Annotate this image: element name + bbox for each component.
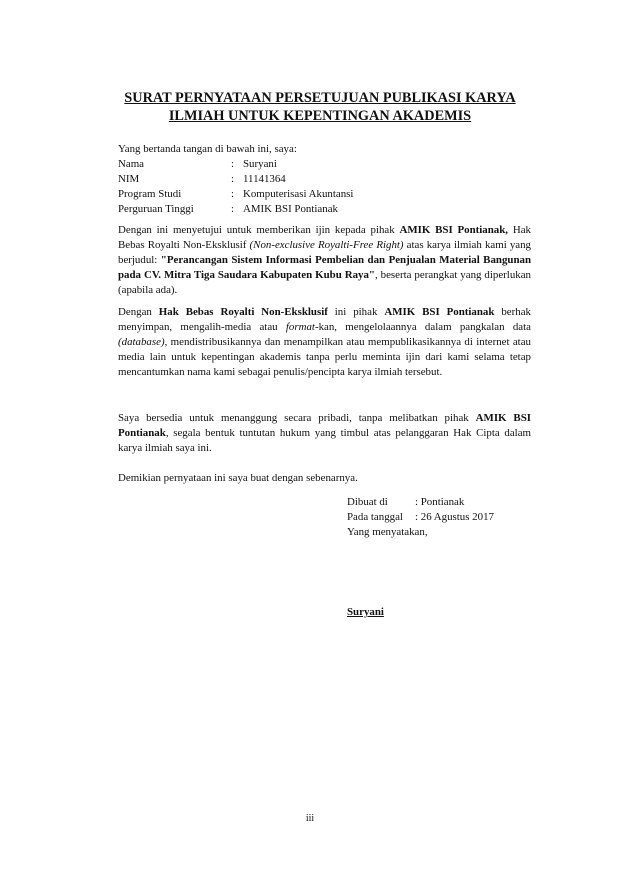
- title-line-1: SURAT PERNYATAAN PERSETUJUAN PUBLIKASI KARYA: [124, 90, 516, 106]
- identity-value: AMIK BSI Pontianak: [243, 203, 338, 215]
- identity-separator: :: [231, 203, 235, 215]
- identity-label: NIM: [118, 173, 140, 185]
- intro-text: Yang bertanda tangan di bawah ini, saya:: [118, 143, 297, 155]
- paragraph-consent: Dengan ini menyetujui untuk memberikan ijin kepada pihak AMIK BSI Pontianak, Hak Bebas Royalti Non-Eksklusif (Non-exclusive Royalti-Free Right) atas karya ilmiah kami yang berjudul: "Perancangan Sistem Informasi Pembelian dan Penjualan Material Bangunan pada CV. Mitra Tiga Saudara Kabupaten Kubu Raya", beserta perangkat yang diperlukan (apabila ada).: [118, 224, 532, 296]
- identity-row-nim: [118, 172, 353, 187]
- identity-value: Suryani: [243, 158, 277, 170]
- paragraph-rights: Dengan Hak Bebas Royalti Non-Eksklusif ini pihak AMIK BSI Pontianak berhak menyimpan, mengalih-media atau format-kan, mengelolaannya dalam pangkalan data (database), mendistribusikannya dan menampilkan atau mempublikasikannya di internet atau media lain untuk kepentingan akademis tanpa perlu meminta ijin dari kami selama tetap mencantumkan nama kami sebagai penulis/pencipta karya ilmiah tersebut.: [118, 306, 531, 378]
- signature-date-row: [347, 510, 494, 525]
- identity-table: [118, 157, 353, 217]
- signature-place-row: [347, 495, 494, 510]
- paragraph-liability: Saya bersedia untuk menanggung secara pribadi, tanpa melibatkan pihak AMIK BSI Pontianak, segala bentuk tuntutan hukum yang timbul atas pelanggaran Hak Cipta dalam karya ilmiah saya ini.: [118, 412, 531, 454]
- identity-separator: :: [231, 158, 235, 170]
- place-label: Dibuat di: [347, 496, 388, 508]
- identity-value: 11141364: [243, 173, 286, 185]
- signature-block: [347, 495, 494, 540]
- page-number: iii: [305, 813, 315, 824]
- paragraph-closing: Demikian pernyataan ini saya buat dengan sebenarnya.: [118, 472, 358, 484]
- identity-separator: :: [231, 188, 235, 200]
- identity-separator: :: [231, 173, 235, 185]
- signer-name: Suryani: [347, 606, 384, 618]
- identity-value: Komputerisasi Akuntansi: [243, 188, 354, 200]
- identity-label: Perguruan Tinggi: [118, 203, 194, 215]
- identity-label: Nama: [118, 158, 145, 170]
- document-title: [100, 89, 540, 125]
- identity-row-institution: [118, 202, 353, 217]
- identity-row-program: [118, 187, 353, 202]
- identity-label: Program Studi: [118, 188, 182, 200]
- date-value: : 26 Agustus 2017: [415, 511, 494, 523]
- signature-closing: Yang menyatakan,: [347, 526, 428, 538]
- title-line-2: ILMIAH UNTUK KEPENTINGAN AKADEMIS: [168, 108, 472, 124]
- place-value: : Pontianak: [415, 496, 465, 508]
- identity-row-name: [118, 157, 353, 172]
- date-label: Pada tanggal: [347, 511, 403, 523]
